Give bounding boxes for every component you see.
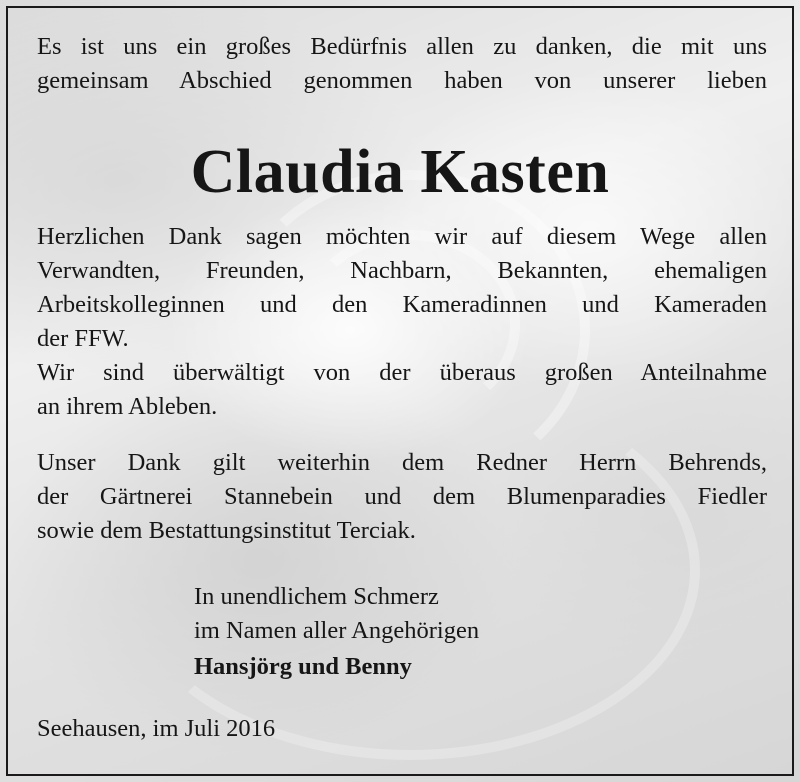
signature-names: Hansjörg und Benny xyxy=(194,653,412,680)
thanks-line-4: der FFW. xyxy=(37,325,129,352)
further-thanks-line-1: Unser Dank gilt weiterhin dem Redner Herrn Behrends, xyxy=(37,449,767,476)
thanks-line-6: an ihrem Ableben. xyxy=(37,393,218,420)
further-thanks-line-3: sowie dem Bestattungsinstitut Terciak. xyxy=(37,517,416,544)
intro-line-1: Es ist uns ein großes Bedürfnis allen zu danken, die mit uns xyxy=(37,33,767,60)
deceased-name: Claudia Kasten xyxy=(190,138,610,206)
place-date: Seehausen, im Juli 2016 xyxy=(37,715,276,742)
intro-line-2: gemeinsam Abschied genommen haben von unserer lieben xyxy=(37,67,767,94)
signature-line-2: im Namen aller Angehörigen xyxy=(194,617,480,644)
thanks-line-5: Wir sind überwältigt von der überaus großen Anteilnahme xyxy=(37,359,767,386)
thanks-line-3: Arbeitskolleginnen und den Kameradinnen und Kameraden xyxy=(37,291,767,318)
thanks-line-2: Verwandten, Freunden, Nachbarn, Bekannten, ehemaligen xyxy=(37,257,767,284)
signature-line-1: In unendlichem Schmerz xyxy=(194,583,439,610)
thanks-line-1: Herzlichen Dank sagen möchten wir auf diesem Wege allen xyxy=(37,223,767,250)
further-thanks-line-2: der Gärtnerei Stannebein und dem Blumenparadies Fiedler xyxy=(37,483,767,510)
rose-background-petal xyxy=(120,380,700,760)
